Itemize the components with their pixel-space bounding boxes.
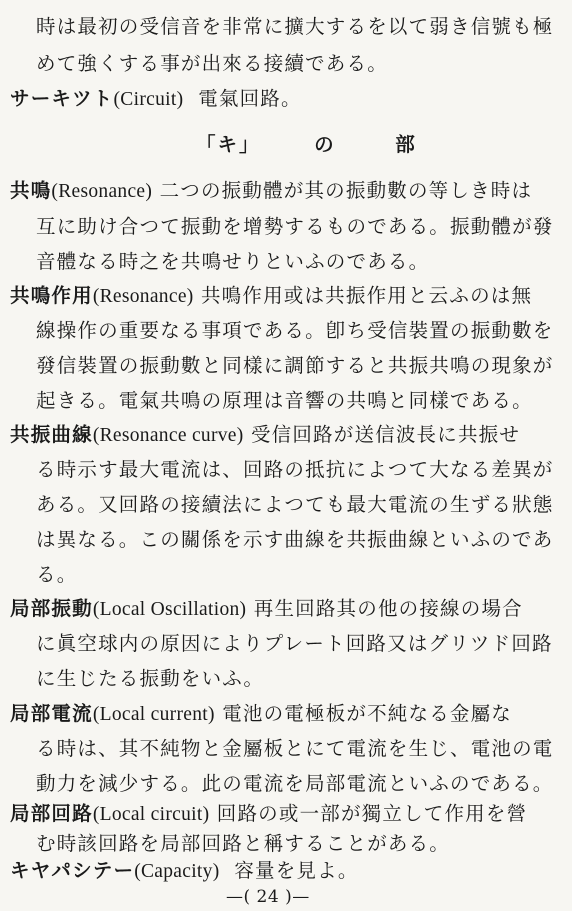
entry-term: 局部電流 <box>10 702 93 725</box>
continuation-line-1: 時は最初の受信音を非常に擴大するを以て弱き信號も極 <box>36 15 554 38</box>
entry-local-current <box>10 701 512 728</box>
entry-latin: (Resonance) <box>51 181 153 202</box>
section-heading <box>196 132 417 158</box>
entry-text-line: 起きる。電氣共鳴の原理は音響の共鳴と同樣である。 <box>36 389 533 412</box>
entry-resonance-action <box>10 283 532 310</box>
entry-text-line: に眞空球内の原因によりプレート回路又はグリツド回路 <box>36 632 553 655</box>
entry-text-line: に生じたる振動をいふ。 <box>36 667 265 690</box>
entry-text-line: む時該回路を局部回路と稱することがある。 <box>36 832 451 855</box>
entry-term: キヤパシテー <box>10 859 135 882</box>
entry-text-line: 互に助け合つて振動を增勢するものである。振動體が發 <box>36 215 554 238</box>
section-kana: 「キ」 <box>196 133 261 156</box>
entry-term: 共鳴作用 <box>10 284 93 307</box>
entry-text: 再生回路其の他の接線の場合 <box>253 597 523 620</box>
entry-latin: (Resonance curve) <box>92 425 244 446</box>
entry-local-oscillation <box>10 596 523 623</box>
entry-text-line: は異なる。この關係を示す曲線を共振曲線といふのであ <box>36 528 554 551</box>
entry-text: 電池の電極板が不純なる金屬な <box>222 702 512 725</box>
entry-text: 容量を見よ。 <box>234 859 359 882</box>
entry-text-line: 音體なる時之を共鳴せりといふのである。 <box>36 250 430 273</box>
entry-resonance-curve <box>10 422 520 449</box>
entry-local-circuit <box>10 801 527 828</box>
entry-latin: (Resonance) <box>92 286 194 307</box>
entry-circuit <box>10 86 302 113</box>
entry-text-line: ある。又回路の接續法によつても最大電流の生ずる狀態 <box>36 493 554 516</box>
entry-text-line: る時示す最大電流は、回路の抵抗によつて大なる差異が <box>36 458 554 481</box>
continuation-line-2: めて強くする事が出來る接續である。 <box>36 52 388 75</box>
entry-latin: (Capacity) <box>134 861 220 882</box>
entry-latin: (Circuit) <box>113 89 184 110</box>
entry-text: 二つの振動體が其の振動數の等しき時は <box>159 179 533 202</box>
entry-text-line: る。 <box>36 563 78 586</box>
entry-text-line: 動力を減少する。此の電流を局部電流といふのである。 <box>36 772 554 795</box>
entry-text: 電氣回路。 <box>198 87 302 110</box>
entry-text-line: 線操作の重要なる事項である。卽ち受信裝置の振動數を <box>36 319 554 342</box>
entry-latin: (Local Oscillation) <box>92 599 247 620</box>
entry-resonance <box>10 178 532 205</box>
entry-text: 受信回路が送信波長に共振せ <box>250 423 521 446</box>
entry-term: 局部振動 <box>10 597 93 620</box>
entry-text: 回路の或一部が獨立して作用を營 <box>216 802 528 825</box>
entry-latin: (Local current) <box>92 704 215 725</box>
entry-capacity <box>10 858 359 885</box>
entry-term: 局部回路 <box>10 802 93 825</box>
entry-term: 共鳴 <box>10 179 52 202</box>
entry-text: 共鳴作用或は共振作用と云ふのは無 <box>200 284 533 307</box>
section-no: の <box>314 133 336 156</box>
entry-text-line: る時は、其不純物と金屬板とにて電流を生じ、電池の電 <box>36 737 554 760</box>
section-bu: 部 <box>395 133 417 156</box>
entry-term: 共振曲線 <box>10 423 93 446</box>
entry-text-line: 發信裝置の振動數と同樣に調節すると共振共鳴の現象が <box>36 354 554 377</box>
entry-latin: (Local circuit) <box>92 804 210 825</box>
entry-term: サーキツト <box>10 87 114 110</box>
page-number: —( 24 )— <box>226 887 310 907</box>
